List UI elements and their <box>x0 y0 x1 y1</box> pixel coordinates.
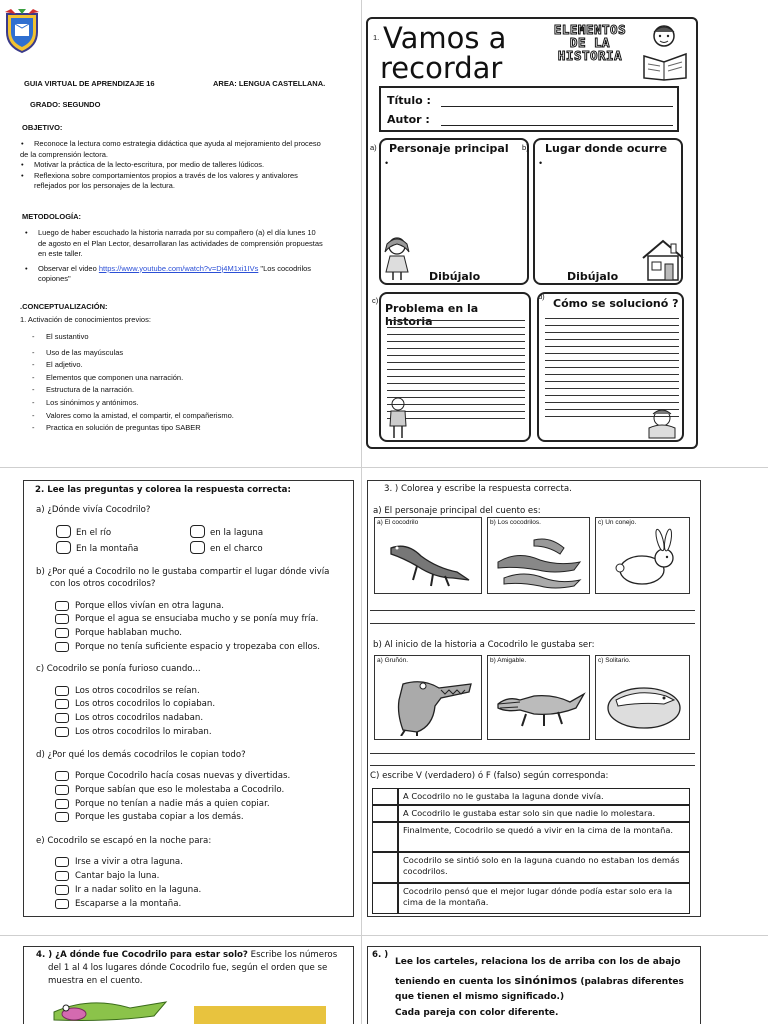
objective-item-cont: reflejados por los personajes de la lectura. <box>34 181 175 190</box>
q3b-question: b) Al inicio de la historia a Cocodrilo le gustaba ser: <box>373 640 595 650</box>
answer-line-3b[interactable] <box>370 753 695 754</box>
statement-row: Finalmente, Cocodrilo se quedó a vivir en la cima de la montaña. <box>398 822 690 852</box>
q2a-option-checkbox[interactable] <box>190 541 205 554</box>
panel-a-title: Personaje principal <box>389 142 509 155</box>
friendly-crocodile-icon <box>494 674 586 734</box>
concept-item: - Los sinónimos y antónimos. <box>22 398 342 411</box>
rabbit-icon <box>608 528 680 592</box>
statement-row: Cocodrilo se sintió solo en la laguna cuando no estaban los demás cocodrilos. <box>398 852 690 883</box>
q2b-option-label: Porque ellos vivían en otra laguna. <box>75 601 224 611</box>
statement-row: A Cocodrilo le gustaba estar solo sin que nadie lo molestara. <box>398 805 690 822</box>
worksheet-title-line2: recordar <box>380 51 503 85</box>
question-4-text <box>36 950 352 961</box>
question-6-line2-start: teniendo en cuenta los <box>395 977 515 987</box>
solution-panel[interactable] <box>537 292 684 442</box>
panel-a-letter: a) <box>370 143 377 152</box>
q2d-option-label: Porque les gustaba copiar a los demás. <box>75 812 244 822</box>
concept-item: - Estructura de la narración. <box>22 385 342 398</box>
q2e-option-checkbox[interactable] <box>55 857 69 867</box>
statement-row: Cocodrilo pensó que el mejor lugar dónde podía estar solo era la cima de la montaña. <box>398 883 690 914</box>
title-line[interactable] <box>441 106 673 107</box>
title-author-box <box>379 86 679 132</box>
q2d-option-checkbox[interactable] <box>55 785 69 795</box>
row-divider <box>0 935 768 936</box>
q2c-option-checkbox[interactable] <box>55 727 69 737</box>
column-divider <box>361 0 362 1024</box>
q2a-option-checkbox[interactable] <box>190 525 205 538</box>
q2a-option-label: en el charco <box>210 544 263 554</box>
main-character-panel[interactable] <box>379 138 529 285</box>
grumpy-crocodile-icon <box>383 670 475 736</box>
panel-d-title: Cómo se solucionó ? <box>553 297 679 310</box>
q2e-option-checkbox[interactable] <box>55 871 69 881</box>
girl-icon <box>381 236 413 282</box>
q2c-option-label: Los otros cocodrilos se reían. <box>75 686 200 696</box>
setting-panel[interactable] <box>533 138 683 285</box>
school-crest-icon <box>3 8 41 54</box>
objective-item: • Motivar la práctica de la lecto-escritura, por medio de talleres lúdicos. <box>21 160 265 169</box>
concept-item: - El adjetivo. <box>22 360 342 373</box>
worksheet-title-line1: Vamos a <box>383 21 507 55</box>
author-line[interactable] <box>441 125 673 126</box>
concept-item: - Valores como la amistad, el compartir, el compañerismo. <box>22 411 342 424</box>
boy-icon <box>387 396 409 440</box>
lonely-crocodile-icon <box>604 674 684 734</box>
q2c-option-checkbox[interactable] <box>55 713 69 723</box>
exercise-number: 1. <box>373 33 380 42</box>
q2b-question: b) ¿Por qué a Cocodrilo no le gustaba compartir el lugar dónde vivía <box>36 567 330 577</box>
badge-line: DE LA <box>569 35 611 50</box>
q2a-option-label: En la montaña <box>76 544 139 554</box>
question-6-line4: Cada pareja con color diferente. <box>395 1008 559 1018</box>
bullet-dot: • <box>385 158 389 168</box>
q2e-option-checkbox[interactable] <box>55 899 69 909</box>
q2e-option-label: Escaparse a la montaña. <box>75 899 182 909</box>
question-6-number: 6. ) <box>372 950 389 960</box>
method-item-cont: copiones" <box>38 274 71 283</box>
q2a-option-checkbox[interactable] <box>56 525 71 538</box>
concept-item: - Elementos que componen una narración. <box>22 373 342 386</box>
statement-row: A Cocodrilo no le gustaba la laguna donde vivía. <box>398 788 690 805</box>
q2e-question: e) Cocodrilo se escapó en la noche para: <box>36 836 212 846</box>
q2b-option-checkbox[interactable] <box>55 628 69 638</box>
q2b-option-checkbox[interactable] <box>55 642 69 652</box>
synonyms-keyword: sinónimos <box>514 974 578 987</box>
reading-girl-icon <box>640 22 692 82</box>
image-caption: a) Gruñón. <box>377 657 409 664</box>
q2c-option-label: Los otros cocodrilos lo miraban. <box>75 727 212 737</box>
true-false-answer-box[interactable] <box>372 883 398 914</box>
q2b-option-label: Porque no tenía suficiente espacio y tropezaba con ellos. <box>75 642 320 652</box>
image-caption: c) Solitario. <box>598 657 631 664</box>
answer-line-3a[interactable] <box>370 610 695 611</box>
true-false-answer-box[interactable] <box>372 822 398 852</box>
image-caption: b) Amigable. <box>490 657 527 664</box>
draw-label-b: Dibújalo <box>567 270 619 283</box>
q3a-question: a) El personaje principal del cuento es: <box>373 506 541 516</box>
q2e-option-label: Cantar bajo la luna. <box>75 871 160 881</box>
illustration-strip <box>194 1006 326 1024</box>
panel-b-letter: b) <box>522 143 529 152</box>
grade-label: GRADO: SEGUNDO <box>30 100 101 109</box>
question-4-line2: del 1 al 4 los lugares dónde Cocodrilo fue, según el orden que se <box>48 963 328 973</box>
q2c-option-label: Los otros cocodrilos lo copiaban. <box>75 699 216 709</box>
true-false-answer-box[interactable] <box>372 852 398 883</box>
question-4-line3: muestra en el cuento. <box>48 976 143 986</box>
q3a-image-option[interactable] <box>595 517 690 594</box>
house-icon <box>641 238 685 282</box>
panel-c-title: Problema en la historia <box>385 302 479 328</box>
video-link[interactable]: https://www.youtube.com/watch?v=Dj4M1xi1IVs <box>98 263 259 273</box>
panel-b-title: Lugar donde ocurre <box>545 142 668 155</box>
concept-subheading: 1. Activación de conocimientos previos: <box>20 315 151 324</box>
true-false-answer-box[interactable] <box>372 805 398 822</box>
q2d-question: d) ¿Por qué los demás cocodrilos le copian todo? <box>36 750 246 760</box>
objectives-list <box>18 139 358 192</box>
crocodiles-icon <box>494 532 586 592</box>
method-item: • Luego de haber escuchado la historia narrada por su compañero (a) el día lunes 10 <box>25 228 316 237</box>
row-divider <box>0 467 768 468</box>
methodology-list <box>22 228 358 285</box>
image-caption: a) El cocodrilo <box>377 519 419 526</box>
q2b-question-cont: con los otros cocodrilos? <box>50 579 156 589</box>
image-caption: b) Los cocodrilos. <box>490 519 541 526</box>
q3b-image-option[interactable] <box>374 655 482 740</box>
q2e-option-checkbox[interactable] <box>55 885 69 895</box>
objective-item: • Reconoce la lectura como estrategia didáctica que ayuda al mejoramiento del proceso <box>21 139 321 148</box>
q2d-option-checkbox[interactable] <box>55 799 69 809</box>
problem-panel[interactable] <box>379 292 531 442</box>
method-item-cont: en este taller. <box>38 249 83 258</box>
q2b-option-label: Porque hablaban mucho. <box>75 628 182 638</box>
title-label: Título : <box>387 94 431 107</box>
area-label: AREA: LENGUA CASTELLANA. <box>213 79 326 88</box>
q2d-option-label: Porque sabían que eso le molestaba a Cocodrilo. <box>75 785 285 795</box>
question-6-line3: que tienen el mismo significado.) <box>395 992 565 1002</box>
q2c-option-label: Los otros cocodrilos nadaban. <box>75 713 204 723</box>
objective-item: • Reflexiona sobre comportamientos propios a través de los valores y antivalores <box>21 170 298 180</box>
child-icon <box>643 408 681 440</box>
q2b-option-checkbox[interactable] <box>55 601 69 611</box>
objective-heading: OBJETIVO: <box>22 123 63 132</box>
objective-item-cont: de la comprensión lectora. <box>20 149 108 159</box>
q3a-image-option[interactable] <box>374 517 482 594</box>
author-label: Autor : <box>387 113 430 126</box>
bullet-dot: • <box>539 158 543 168</box>
q2d-option-label: Porque no tenían a nadie más a quien copiar. <box>75 799 270 809</box>
question-6-line2-end: (palabras diferentes <box>577 977 684 987</box>
answer-lines-d[interactable] <box>545 312 679 417</box>
q3b-image-option[interactable] <box>487 655 590 740</box>
q2e-option-label: Irse a vivir a otra laguna. <box>75 857 183 867</box>
methodology-heading: METODOLOGÍA: <box>22 212 82 221</box>
story-elements-badge <box>540 23 640 62</box>
concept-item: - El sustantivo <box>22 332 342 345</box>
true-false-answer-box[interactable] <box>372 788 398 805</box>
method-item: • Observar el video https://www.youtube.com/watch?v=Dj4M1xi1IVs "Los cocodrilos <box>25 263 312 273</box>
q2c-option-checkbox[interactable] <box>55 686 69 696</box>
q2b-option-checkbox[interactable] <box>55 614 69 624</box>
conceptualization-heading: .CONCEPTUALIZACIÓN: <box>20 302 108 311</box>
q2d-option-checkbox[interactable] <box>55 812 69 822</box>
guide-title: GUIA VIRTUAL DE APRENDIZAJE 16 <box>24 79 155 88</box>
q2a-option-label: en la laguna <box>210 528 264 538</box>
q3b-image-option[interactable] <box>595 655 690 740</box>
badge-line: ELEMENTOS <box>553 22 627 37</box>
q2b-option-label: Porque el agua se ensuciaba mucho y se ponía muy fría. <box>75 614 319 624</box>
q2a-option-checkbox[interactable] <box>56 541 71 554</box>
q3a-image-option[interactable] <box>487 517 590 594</box>
q2c-question: c) Cocodrilo se ponía furioso cuando... <box>36 664 201 674</box>
badge-line: HISTORIA <box>557 48 623 63</box>
answer-line-3a[interactable] <box>370 623 695 624</box>
crocodile-leaf-illustration <box>50 992 170 1024</box>
q2c-option-checkbox[interactable] <box>55 699 69 709</box>
question-4-title: 4. ) ¿A dónde fue Cocodrilo para estar solo? <box>36 950 248 960</box>
concepts-list <box>22 332 342 436</box>
method-item-cont: de agosto en el Plan Lector, desarrollaran las actividades de comprensión propuestas <box>38 238 323 248</box>
question-2-title: 2. Lee las preguntas y colorea la respuesta correcta: <box>35 485 291 495</box>
q2d-option-label: Porque Cocodrilo hacía cosas nuevas y divertidas. <box>75 771 291 781</box>
question-3-title: 3. ) Colorea y escribe la respuesta correcta. <box>384 484 572 494</box>
crocodile-icon <box>387 534 473 590</box>
panel-d-letter: d) <box>538 292 545 301</box>
question-4-title-rest: Escribe los números <box>247 950 338 960</box>
panel-c-letter: c) <box>372 296 379 305</box>
q2e-option-label: Ir a nadar solito en la laguna. <box>75 885 202 895</box>
question-6-line1: Lee los carteles, relaciona los de arriba con los de abajo <box>395 957 681 967</box>
q3c-question: C) escribe V (verdadero) ó F (falso) según corresponda: <box>370 771 609 781</box>
q2d-option-checkbox[interactable] <box>55 771 69 781</box>
concept-item: - Uso de las mayúsculas <box>22 348 342 361</box>
q2a-option-label: En el río <box>76 528 112 538</box>
draw-label-a: Dibújalo <box>429 270 481 283</box>
q2a-question: a) ¿Dónde vivía Cocodrilo? <box>36 505 151 515</box>
answer-line-3b[interactable] <box>370 765 695 766</box>
question-6-line2 <box>395 975 684 988</box>
image-caption: c) Un conejo. <box>598 519 637 526</box>
concept-item: - Practica en solución de preguntas tipo SABER <box>22 423 342 436</box>
